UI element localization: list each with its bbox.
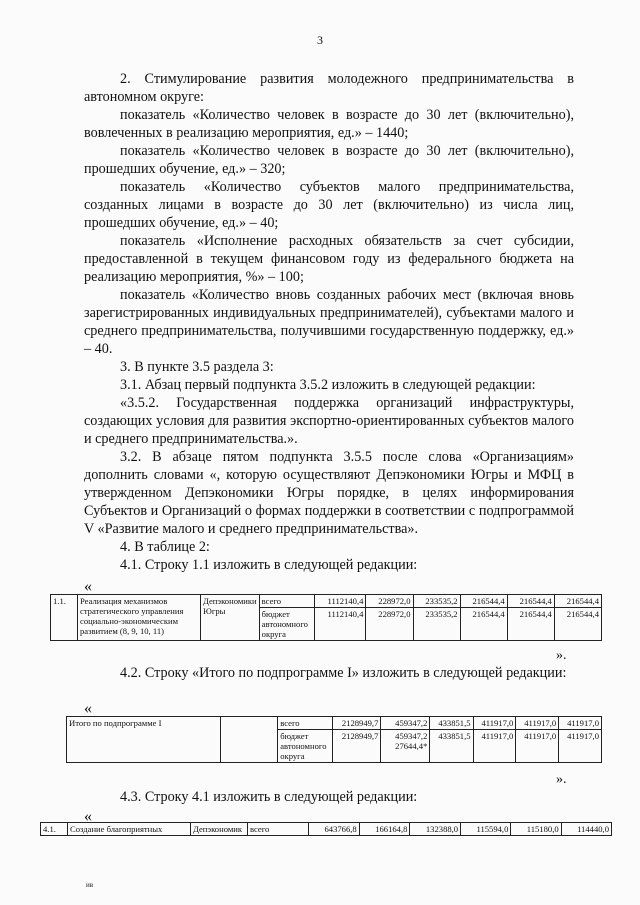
value-cell: 459347,2 [381, 717, 430, 730]
value-cell: 411917,0 [473, 717, 516, 730]
paragraph-4-2: 4.2. Строку «Итого по подпрограмме I» изложить в следующей редакции: [120, 665, 567, 681]
value-cell: 411917,0 [559, 717, 602, 730]
value-cell: 216544,4 [460, 608, 507, 641]
value-cell: 166164,8 [359, 823, 410, 836]
funding-source: всего [259, 595, 314, 608]
value-cell: 115594,0 [461, 823, 511, 836]
quote-open-1: « [84, 578, 92, 595]
paragraph: 2. Стимулирование развития молодежного предпринимательства в автономном округе: [84, 71, 574, 105]
value-cell: 2128949,7 [333, 717, 381, 730]
paragraph: показатель «Количество человек в возрасте до 30 лет (включительно), вовлеченных в реализацию мероприятия, ед.» – 1440; [84, 107, 574, 141]
value-cell: 115180,0 [511, 823, 561, 836]
value-cell: 433851,5 [430, 717, 473, 730]
value-cell: 1112140,4 [314, 595, 366, 608]
paragraph: показатель «Исполнение расходных обязательств за счет субсидии, предоставленной в текущем финансовом году из федерального бюджета на реализацию мероприятия, %» – 100; [84, 233, 574, 285]
activity-name: Реализация механизмов стратегического управления социально-экономическим развитием (8, 9, 10, 11) [78, 595, 201, 641]
value-cell: 216544,4 [554, 595, 601, 608]
paragraph: показатель «Количество субъектов малого предпринимательства, созданных лицами в возрасте до 30 лет (включительно) из числа лиц, прошедших обучение, ед.» – 40; [84, 179, 574, 231]
value-cell: 233535,2 [413, 608, 460, 641]
value-cell: 2128949,7 [333, 730, 381, 763]
quote-open-3: « [84, 808, 92, 825]
row-number: 1.1. [51, 595, 78, 641]
funding-source: бюджет автономного округа [278, 730, 333, 763]
paragraph: 4. В таблице 2: [120, 539, 210, 555]
table-total-subprogram [66, 716, 602, 763]
funding-source: бюджет автономного округа [259, 608, 314, 641]
value-cell: 216544,4 [554, 608, 601, 641]
paragraph-4-3: 4.3. Строку 4.1 изложить в следующей редакции: [120, 789, 418, 805]
value-cell: 1112140,4 [314, 608, 366, 641]
value-cell: 228972,0 [366, 608, 413, 641]
value-cell: 228972,0 [366, 595, 413, 608]
paragraph: показатель «Количество человек в возрасте до 30 лет (включительно), прошедших обучение, ед.» – 320; [84, 143, 574, 177]
activity-name: Создание благоприятных [68, 823, 191, 836]
value-cell: 411917,0 [516, 730, 559, 763]
executor: Депэкономик [191, 823, 248, 836]
main-text [84, 70, 574, 574]
table-row-4-1 [40, 822, 612, 836]
activity-name: Итого по подпрограмме I [67, 717, 221, 763]
value-cell: 132388,0 [410, 823, 461, 836]
paragraph: 3.1. Абзац первый подпункта 3.5.2 изложить в следующей редакции: [120, 377, 536, 393]
quote-close-2: ». [556, 772, 567, 787]
paragraph: 4.1. Строку 1.1 изложить в следующей редакции: [120, 557, 418, 573]
value-cell: 233535,2 [413, 595, 460, 608]
funding-source: всего [278, 717, 333, 730]
executor: Депэкономики Югры [201, 595, 260, 641]
value-cell: 114440,0 [561, 823, 611, 836]
funding-source: всего [248, 823, 309, 836]
quote-close-1: ». [556, 648, 567, 663]
value-cell: 643766,8 [309, 823, 360, 836]
paragraph: 3.2. В абзаце пятом подпункта 3.5.5 после слова «Организациям» дополнить словами «, которую осуществляют Депэкономики Югры и МФЦ в утвержденном Депэкономики Югры порядке, в целях информирования Субъектов и Организаций о формах поддержки в соответствии с подпрограммой V «Развитие малого и среднего предпринимательства». [84, 449, 574, 537]
paragraph: показатель «Количество вновь созданных рабочих мест (включая вновь зарегистрированных индивидуальных предпринимателей), субъектами малого и среднего предпринимательства, получившими государственную поддержку, ед.» – 40. [84, 287, 574, 357]
value-cell: 411917,0 [516, 717, 559, 730]
value-cell: 216544,4 [507, 608, 554, 641]
paragraph: 3. В пункте 3.5 раздела 3: [120, 359, 274, 375]
value-cell: 216544,4 [460, 595, 507, 608]
value-cell: 433851,5 [430, 730, 473, 763]
value-cell: 411917,0 [473, 730, 516, 763]
value-cell: 411917,0 [559, 730, 602, 763]
table-row-1-1 [50, 594, 602, 641]
value-cell: 459347,2 27644,4* [381, 730, 430, 763]
paragraph: «3.5.2. Государственная поддержка организаций инфраструктуры, создающих условия для развития экспортно-ориентированных субъектов малого и среднего предпринимательства.». [84, 395, 574, 447]
page-number: 3 [317, 33, 323, 47]
quote-open-2: « [84, 700, 92, 717]
signature-initials: ив [86, 881, 94, 889]
row-number: 4.1. [41, 823, 68, 836]
executor [221, 717, 278, 763]
value-cell: 216544,4 [507, 595, 554, 608]
